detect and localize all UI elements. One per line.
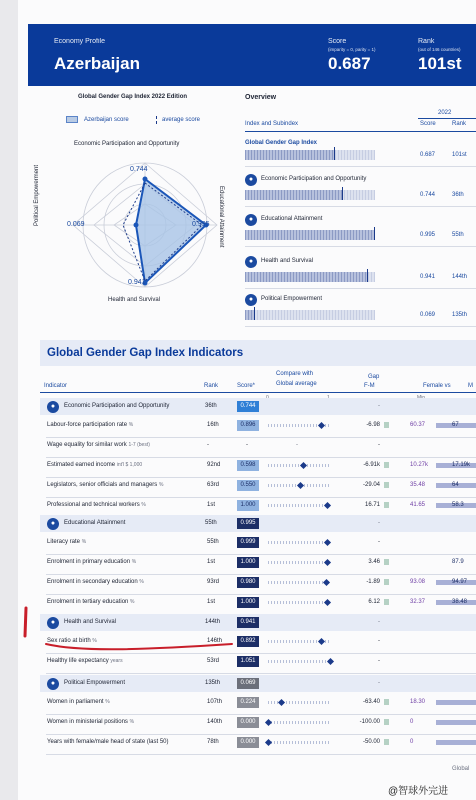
category-icon: ● [47,518,59,530]
indicator-unit: % [130,599,135,605]
female-male-bar [436,740,476,745]
section-label: Political Empowerment [64,680,126,686]
category-icon: ● [47,617,59,629]
gap-bar [384,739,389,745]
indicator-rank: 146th [207,638,223,644]
col-compare-2: Global average [276,381,317,387]
female-value: 41.65 [410,502,426,508]
male-value: 38.48 [452,599,468,605]
overview-row-rank: 36th [452,192,464,198]
indicator-unit: int'l $ 1,000 [116,462,143,468]
indicator-row-label [47,539,86,545]
section-gap: - [378,619,380,625]
radar-title: Global Gender Gap Index 2022 Edition [78,94,188,100]
female-value: 93.08 [410,579,426,585]
overview-row-score: 0.069 [420,312,436,318]
indicator-rank: 1st [207,599,216,605]
indicator-name: Sex ratio at birth [47,638,91,644]
female-value: 0 [410,719,414,725]
overview-score-marker [374,227,375,240]
indicator-rank: - [207,442,209,448]
overview-row-divider [245,288,476,289]
overview-row-score: 0.995 [420,232,436,238]
indicator-row-label [47,559,136,565]
row-divider [46,754,476,755]
indicator-unit: % [131,559,137,565]
indicator-name: Professional and technical workers [47,502,140,508]
female-value: 18.30 [410,699,426,705]
indicator-name: Wage equality for similar work [47,442,127,448]
female-value: 60.37 [410,422,426,428]
overview-row-divider [245,206,476,207]
indicator-rank: 107th [207,699,223,705]
indicator-unit: % [139,579,144,585]
overview-score-fill [245,272,367,282]
col-gap-2: F-M [364,383,375,389]
compare-strip [268,741,330,744]
rank-value: 101st [418,54,462,73]
female-value: 0 [410,739,414,745]
section-label: Educational Attainment [64,520,126,526]
overview-score-marker [254,307,255,320]
indicator-unit: % [81,539,87,545]
indicator-gap: 3.46 [368,559,380,565]
overview-row-label: Political Empowerment [261,296,323,302]
indicator-gap: 16.71 [364,502,380,508]
gap-bar [384,422,389,428]
country-name: Azerbaijan [54,54,140,73]
indicator-name: Enrolment in secondary education [47,579,138,585]
indicator-name: Labour-force participation rate [47,422,128,428]
male-value: 67 [452,422,459,428]
radar-axis-left: Political Empowerment [34,164,40,226]
category-icon: ● [245,294,257,306]
overview-score-marker [334,147,335,160]
gap-bar [384,462,389,468]
radar-axis-right: Educational Attainment [218,186,224,248]
indicator-score: 0.224 [237,697,259,708]
overview-year: 2022 [438,110,452,116]
indicator-gap: - [378,658,380,664]
indicator-row-label [47,422,133,428]
indicator-gap: 6.12 [368,599,380,605]
overview-row-divider [245,326,476,327]
indicator-score: 1.000 [237,597,259,608]
legend-average-swatch [156,116,157,124]
legend-country-label: Azerbaijan score [84,117,129,123]
category-icon: ● [245,256,257,268]
indicators-title: Global Gender Gap Index Indicators [47,347,244,359]
indicator-gap: -63.40 [362,699,380,705]
overview-row-rank: 55th [452,232,464,238]
col-score: Score* [237,383,256,389]
indicator-name: Enrolment in tertiary education [47,599,129,605]
indicator-row-label [47,462,142,468]
indicator-unit: % [128,422,134,428]
compare-empty: - [296,442,298,448]
overview-score-marker [342,187,343,200]
indicator-row-label [47,739,169,745]
overview-score-bar [245,230,375,240]
compare-strip [268,504,330,507]
economy-profile-banner [28,24,476,86]
overview-score-bar [245,272,375,282]
radar-axis-bottom: Health and Survival [108,297,161,303]
indicator-rank: 92nd [207,462,221,468]
indicator-row-label [47,699,110,705]
indicator-gap: -6.98 [366,422,380,428]
radar-val-right: 0.995 [192,221,210,228]
section-score: 0.069 [237,678,259,689]
female-male-bar [436,720,476,725]
col-fm-m: M [468,383,473,389]
indicator-score: 0.892 [237,636,259,647]
row-divider [46,477,476,478]
watermark-text: @智球外完进 [388,786,449,797]
compare-strip [268,541,330,544]
overview-row-score: 0.744 [420,192,436,198]
col-compare-1: Compare with [276,371,314,377]
indicator-row-label [47,719,134,725]
overview-score-bar [245,190,375,200]
gap-bar [384,502,389,508]
overview-score-fill [245,190,342,200]
indicator-row-label [47,579,144,585]
radar-axis-top: Economic Participation and Opportunity [74,141,180,147]
indicator-score: 1.051 [237,656,259,667]
male-value: 94.97 [452,579,468,585]
male-value: 87.9 [452,559,464,565]
indicator-unit: % [158,482,164,488]
section-score: 0.995 [237,518,259,529]
section-gap: - [378,403,380,409]
indicator-unit: 1-7 (best) [128,442,150,448]
indicator-gap: -50.00 [362,739,380,745]
section-rank: 144th [205,619,221,625]
overview-col-index: Index and Subindex [245,121,299,127]
row-divider [46,497,476,498]
overview-row-label: Global Gender Gap Index [245,140,318,146]
radar-val-bottom: 0.941 [128,279,146,286]
category-icon: ● [47,678,59,690]
section-score: 0.941 [237,617,259,628]
compare-strip [268,561,330,564]
overview-row-label: Educational Attainment [261,216,323,222]
gap-bar [384,719,389,725]
male-value: 17.19k [452,462,471,468]
indicator-name: Healthy life expectancy [47,658,109,664]
rank-sub: (out of 146 countries) [418,47,461,52]
indicator-rank: 53rd [207,658,220,664]
gap-bar [384,482,389,488]
indicator-score: 0.598 [237,460,259,471]
row-divider [46,554,476,555]
indicator-name: Enrolment in primary education [47,559,131,565]
indicator-gap: -6.91k [363,462,380,468]
annotation-underline [0,600,260,660]
indicator-rank: 1st [207,559,216,565]
row-divider [46,457,476,458]
male-value: 58.3 [452,502,464,508]
gap-bar [384,599,389,605]
overview-score-marker [367,269,368,282]
row-divider [46,574,476,575]
indicator-gap: - [378,442,380,448]
compare-strip [268,581,330,584]
indicator-unit: % [105,699,110,705]
indicator-gap: -1.89 [366,579,380,585]
row-divider [46,594,476,595]
indicator-score: 0.999 [237,537,259,548]
legend-average-label: average score [162,117,201,123]
indicator-row-label [47,442,150,448]
overview-row-divider [245,246,476,247]
indicator-name: Literacy rate [47,539,81,545]
indicator-unit: % [129,719,135,725]
indicator-name: Women in parliament [47,699,104,705]
indicator-score: 1.000 [237,557,259,568]
gap-bar [384,579,389,585]
indicator-row-label [47,502,146,508]
col-gap-1: Gap [368,374,380,380]
section-label: Health and Survival [64,619,117,625]
indicator-gap: - [378,539,380,545]
gap-bar [384,559,389,565]
legend-country-swatch [66,116,78,123]
overview-score-fill [245,150,334,160]
indicator-name: Years with female/male head of state (last 50) [47,739,169,745]
score-value: 0.687 [328,54,371,73]
male-value: 64 [452,482,459,488]
indicator-score: 0.000 [237,737,259,748]
score-label: Score [328,38,347,45]
indicator-rank: 16th [207,422,219,428]
score-sub: (imparity = 0, parity = 1) [328,47,376,52]
overview-row-rank: 135th [452,312,468,318]
indicator-name: Legislators, senior officials and managers [47,482,158,488]
indicator-rank: 55th [207,539,219,545]
indicator-rank: 1st [207,502,216,508]
section-gap: - [378,680,380,686]
indicator-rank: 63rd [207,482,220,488]
compare-strip [268,660,330,663]
indicator-score: - [246,442,248,448]
row-divider [46,673,476,674]
female-value: 10.27k [410,462,429,468]
overview-score-fill [245,230,374,240]
indicator-score: 0.896 [237,420,259,431]
overview-score-bar [245,310,375,320]
female-value: 32.37 [410,599,426,605]
section-rank: 36th [205,403,217,409]
overview-row-label: Health and Survival [261,258,314,264]
overview-row-label: Economic Participation and Opportunity [261,176,367,182]
indicator-gap: - [378,638,380,644]
section-score: 0.744 [237,401,259,412]
gap-bar [384,699,389,705]
indicator-score: 1.000 [237,500,259,511]
overview-title: Overview [245,94,277,101]
indicator-score: 0.550 [237,480,259,491]
overview-col-score: Score [420,121,436,127]
female-male-bar [436,700,476,705]
indicator-name: Estimated earned income [47,462,116,468]
overview-score-fill [245,310,254,320]
indicator-name: Women in ministerial positions [47,719,128,725]
footer-cut-text: Global [452,766,470,772]
radar-val-top: 0.744 [130,166,148,173]
indicator-row-label [47,482,163,488]
section-rank: 55th [205,520,217,526]
col-rank: Rank [204,383,219,389]
indicator-unit: % [92,638,97,644]
indicator-rank: 93rd [207,579,220,585]
category-icon: ● [47,401,59,413]
compare-strip [268,601,330,604]
category-icon: ● [245,214,257,226]
overview-row-rank: 101st [452,152,467,158]
overview-row-rank: 144th [452,274,468,280]
indicator-rank: 78th [207,739,219,745]
section-rank: 135th [205,680,221,686]
indicator-gap: -29.04 [362,482,380,488]
compare-strip [268,721,330,724]
radar-val-left: 0.069 [67,221,85,228]
col-fm: Female vs [423,383,451,389]
overview-row-score: 0.687 [420,152,436,158]
indicator-unit: % [141,502,146,508]
profile-label: Economy Profile [54,38,105,45]
indicator-score: 0.000 [237,717,259,728]
overview-row-divider [245,166,476,167]
indicator-rank: 140th [207,719,223,725]
overview-score-bar [245,150,375,160]
female-value: 35.48 [410,482,426,488]
overview-row-score: 0.941 [420,274,436,280]
indicator-score: 0.980 [237,577,259,588]
row-divider [46,437,476,438]
row-divider [46,734,476,735]
section-label: Economic Participation and Opportunity [64,403,170,409]
section-gap: - [378,520,380,526]
col-indicator: Indicator [44,383,68,389]
category-icon: ● [245,174,257,186]
rank-label: Rank [418,38,435,45]
overview-col-rank: Rank [452,121,467,127]
row-divider [46,714,476,715]
indicator-gap: -100.00 [359,719,380,725]
indicator-unit: years [110,658,123,664]
